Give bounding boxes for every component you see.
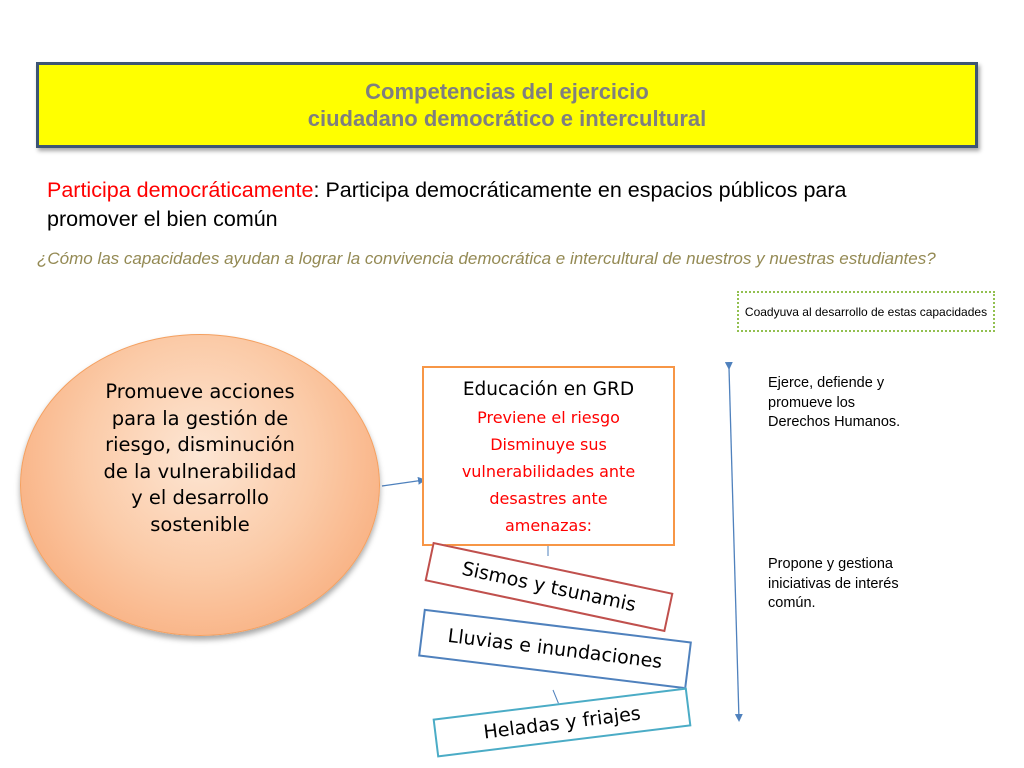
competency-separator: : <box>313 178 320 202</box>
capacity-human-rights: Ejerce, defiende y promueve los Derechos Humanos. <box>768 375 901 430</box>
hazard-label: Lluvias e inundaciones <box>446 624 664 674</box>
grd-line: amenazas: <box>504 516 593 535</box>
title-line-1: Competencias del ejercicio <box>365 79 649 104</box>
grd-title: Educación en GRD <box>462 379 635 400</box>
objective-circle-text: Promueve acciones para la gestión de riesgo, disminución de la vulnerabilidad y el desarrollo sostenible <box>103 380 297 536</box>
hazard-label: Sismos y tsunamis <box>459 557 639 617</box>
title-line-2: ciudadano democrático e intercultural <box>307 106 707 131</box>
guiding-question: ¿Cómo las capacidades ayudan a lograr la convivencia democrática e intercultural de nuestros y nuestras estudiantes? <box>37 249 936 268</box>
capacity-common-interest: Propone y gestiona iniciativas de interés común. <box>768 556 899 611</box>
competency-description: Participa democráticamente en espacios públicos para promover el bien común <box>47 178 847 231</box>
hazard-label: Heladas y friajes <box>482 701 642 744</box>
grd-line: vulnerabilidades ante <box>461 462 636 481</box>
competency-name: Participa democráticamente <box>47 178 314 202</box>
grd-body <box>424 404 673 539</box>
note-text: Coadyuva al desarrollo de estas capacidades <box>744 304 988 319</box>
grd-line: Previene el riesgo <box>477 408 620 427</box>
grd-line: desastres ante <box>489 489 608 508</box>
circle-to-grd-arrow <box>382 480 424 486</box>
vertical-double-arrow <box>729 368 739 720</box>
grd-box <box>422 366 675 546</box>
grd-line: Disminuye sus <box>490 435 607 454</box>
